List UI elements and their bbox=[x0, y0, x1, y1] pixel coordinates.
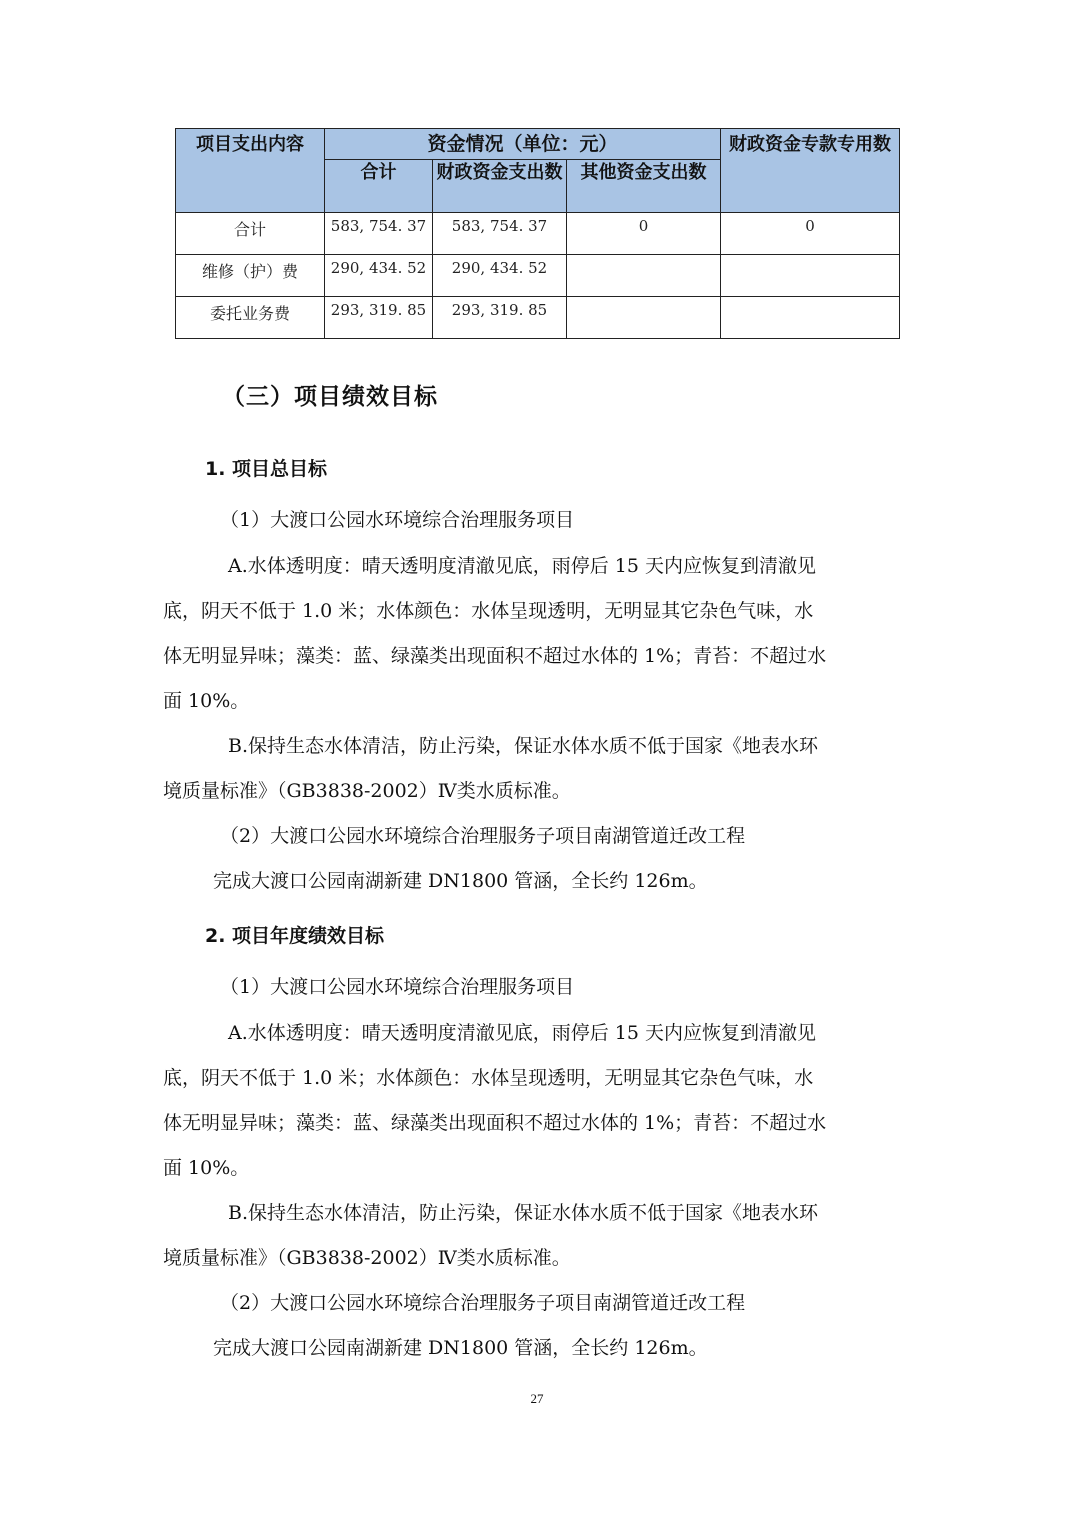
header-total: 合计 bbox=[325, 160, 433, 213]
row-other: 0 bbox=[567, 213, 721, 255]
row-total: 583, 754. 37 bbox=[325, 213, 433, 255]
row-fiscal: 583, 754. 37 bbox=[433, 213, 567, 255]
header-fiscal: 财政资金支出数 bbox=[433, 160, 567, 213]
goal2-item1: （1）大渡口公园水环境综合治理服务项目 bbox=[220, 976, 575, 998]
table-row bbox=[176, 297, 900, 339]
goal1-item2: （2）大渡口公园水环境综合治理服务子项目南湖管道迁改工程 bbox=[220, 825, 746, 847]
row-total: 290, 434. 52 bbox=[325, 255, 433, 297]
row-fiscal: 290, 434. 52 bbox=[433, 255, 567, 297]
goal1-b-line: 境质量标准》（GB3838-2002）Ⅳ类水质标准。 bbox=[163, 780, 571, 802]
goal1-a-line: 底，阴天不低于 1.0 米；水体颜色：水体呈现透明，无明显其它杂色气味，水 bbox=[163, 600, 814, 622]
goal1-heading: 1. 项目总目标 bbox=[205, 458, 328, 480]
row-label: 委托业务费 bbox=[176, 297, 325, 339]
row-label: 合计 bbox=[176, 213, 325, 255]
goal1-item1: （1）大渡口公园水环境综合治理服务项目 bbox=[220, 509, 575, 531]
table-row bbox=[176, 255, 900, 297]
goal2-heading: 2. 项目年度绩效目标 bbox=[205, 925, 385, 947]
row-total: 293, 319. 85 bbox=[325, 297, 433, 339]
goal2-a-line: 底，阴天不低于 1.0 米；水体颜色：水体呈现透明，无明显其它杂色气味，水 bbox=[163, 1067, 814, 1089]
goal1-a-line: 体无明显异味；藻类：蓝、绿藻类出现面积不超过水体的 1%；青苔：不超过水 bbox=[163, 645, 827, 667]
fund-table bbox=[175, 128, 900, 339]
goal2-a-line: 面 10%。 bbox=[163, 1157, 250, 1179]
goal2-a-line: 体无明显异味；藻类：蓝、绿藻类出现面积不超过水体的 1%；青苔：不超过水 bbox=[163, 1112, 827, 1134]
header-special-use: 财政资金专款专用数 bbox=[721, 129, 900, 213]
row-label: 维修（护）费 bbox=[176, 255, 325, 297]
goal1-a-line: 面 10%。 bbox=[163, 690, 250, 712]
table-row bbox=[176, 213, 900, 255]
row-other bbox=[567, 297, 721, 339]
goal1-a-line: A.水体透明度：晴天透明度清澈见底，雨停后 15 天内应恢复到清澈见 bbox=[228, 555, 817, 577]
goal2-item2-text: 完成大渡口公园南湖新建 DN1800 管涵，全长约 126m。 bbox=[213, 1337, 708, 1359]
row-special: 0 bbox=[721, 213, 900, 255]
header-other: 其他资金支出数 bbox=[567, 160, 721, 213]
section-title: （三）项目绩效目标 bbox=[222, 384, 438, 410]
row-fiscal: 293, 319. 85 bbox=[433, 297, 567, 339]
header-expense-item: 项目支出内容 bbox=[176, 129, 325, 213]
goal1-item2-text: 完成大渡口公园南湖新建 DN1800 管涵，全长约 126m。 bbox=[213, 870, 708, 892]
page-number: 27 bbox=[530, 1391, 544, 1406]
row-other bbox=[567, 255, 721, 297]
goal1-b-line: B.保持生态水体清洁，防止污染，保证水体水质不低于国家《地表水环 bbox=[228, 735, 819, 757]
row-special bbox=[721, 255, 900, 297]
goal2-b-line: 境质量标准》（GB3838-2002）Ⅳ类水质标准。 bbox=[163, 1247, 571, 1269]
goal2-b-line: B.保持生态水体清洁，防止污染，保证水体水质不低于国家《地表水环 bbox=[228, 1202, 819, 1224]
goal2-item2: （2）大渡口公园水环境综合治理服务子项目南湖管道迁改工程 bbox=[220, 1292, 746, 1314]
goal2-a-line: A.水体透明度：晴天透明度清澈见底，雨停后 15 天内应恢复到清澈见 bbox=[228, 1022, 817, 1044]
header-fund-status: 资金情况（单位：元） bbox=[325, 129, 721, 160]
row-special bbox=[721, 297, 900, 339]
